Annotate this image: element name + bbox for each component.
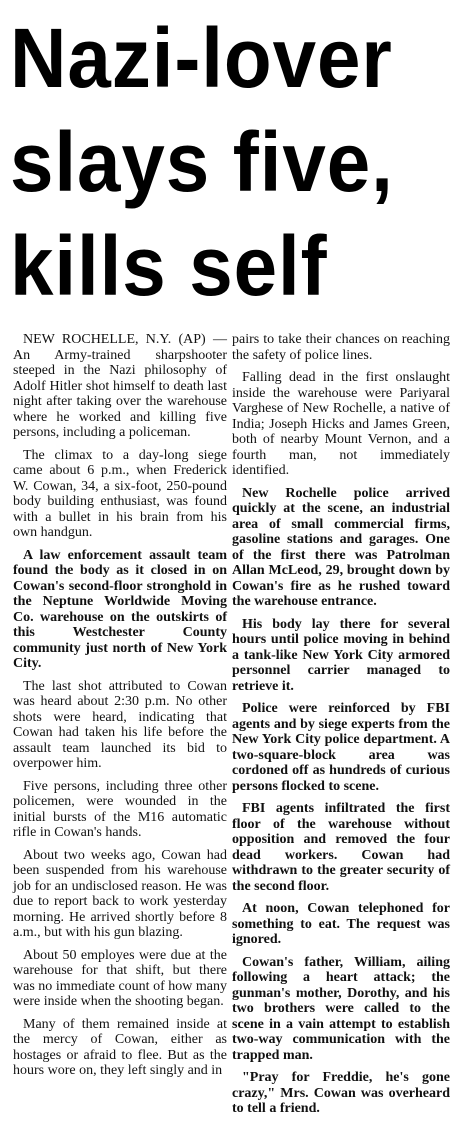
- paragraph: Cowan's father, William, ailing following a heart attack; the gunman's mother, Dorothy, and his two brothers were called to the scene in a vain attempt to establish two-way communication with the trapped man.: [232, 954, 450, 1063]
- paragraph: About two weeks ago, Cowan had been suspended from his warehouse job for an undisclosed reason. He was due to report back to work yesterday morning. He arrived shortly before 8 a.m., but with his gun blazing.: [13, 847, 227, 940]
- paragraph: At noon, Cowan telephoned for something to eat. The request was ignored.: [232, 901, 450, 947]
- article-column-right: [232, 332, 450, 1124]
- headline: [10, 6, 424, 318]
- article-column-left: [13, 332, 227, 1086]
- paragraph: New Rochelle police arrived quickly at the scene, an industrial area of small commercial firms, gasoline stations and garages. One of the first there was Patrolman Allan McLeod, 29, brought down by Cowan's fire as he rushed toward the warehouse entrance.: [232, 485, 450, 609]
- paragraph: His body lay there for several hours until police moving in behind a tank-like New York City armored personnel carrier managed to retrieve it.: [232, 616, 450, 694]
- paragraph-continued: pairs to take their chances on reaching the safety of police lines.: [232, 332, 450, 363]
- headline-line-2: slays five,: [10, 115, 394, 209]
- paragraph: About 50 employes were due at the warehouse for that shift, but there was no immediate count of how many were inside when the shooting began.: [13, 947, 227, 1009]
- paragraph: Five persons, including three other policemen, were wounded in the initial bursts of the M16 automatic rifle in Cowan's hands.: [13, 778, 227, 840]
- paragraph: Police were reinforced by FBI agents and by siege experts from the New York City police department. A two-square-block area was cordoned off as hundreds of curious persons flocked to scene.: [232, 701, 450, 794]
- paragraph: Many of them remained inside at the mercy of Cowan, either as hostages or afraid to flee. But as the hours wore on, they left singly and in: [13, 1016, 227, 1078]
- paragraph: Falling dead in the first onslaught inside the warehouse were Pariyaral Varghese of New Rochelle, a native of India; Joseph Hicks and James Green, both of nearby Mount Vernon, and a fourth man, not immediately identified.: [232, 370, 450, 478]
- paragraph: FBI agents infiltrated the first floor of the warehouse without opposition and removed the four dead workers. Cowan had withdrawn to the greater security of the second floor.: [232, 801, 450, 894]
- paragraph: A law enforcement assault team found the body as it closed in on Cowan's second-floor stronghold in the Neptune Worldwide Moving Co. warehouse on the outskirts of this Westchester County community just north of New York City.: [13, 547, 227, 671]
- paragraph: The climax to a day-long siege came about 6 p.m., when Frederick W. Cowan, 34, a six-foot, 250-pound body building enthusiast, was found with a bullet in his brain from his own handgun.: [13, 447, 227, 540]
- paragraph: NEW ROCHELLE, N.Y. (AP) — An Army-trained sharpshooter steeped in the Nazi philosophy of Adolf Hitler shot himself to death last night after taking over the warehouse where he worked and killing five persons, including a policeman.: [13, 332, 227, 440]
- paragraph: "Pray for Freddie, he's gone crazy," Mrs. Cowan was overheard to tell a friend.: [232, 1070, 450, 1116]
- paragraph: The last shot attributed to Cowan was heard about 2:30 p.m. No other shots were heard, indicating that Cowan had taken his life before the assault team launched its bid to overpower him.: [13, 678, 227, 771]
- headline-line-1: Nazi-lover: [10, 11, 393, 105]
- headline-line-3: kills self: [10, 219, 328, 313]
